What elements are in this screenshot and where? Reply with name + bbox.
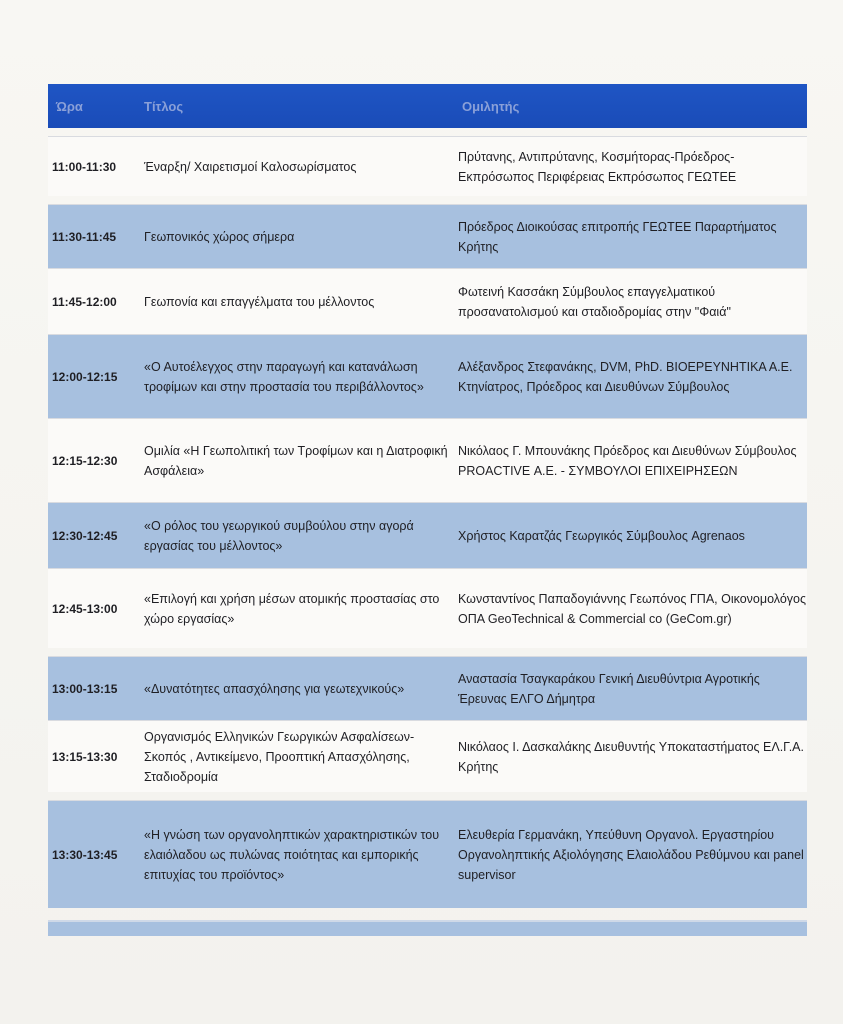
table-row [48, 204, 807, 268]
header-speaker: Ομιλητής [462, 98, 520, 114]
spacer [48, 196, 807, 204]
row-title: Οργανισμός Ελληνικών Γεωργικών Ασφαλίσεων- Σκοπός , Αντικείμενο, Προοπτική Απασχόλησης, Σταδιοδρομία [144, 729, 415, 784]
table-row [48, 418, 807, 502]
table-footer-bar [48, 920, 807, 936]
row-speaker: Πρύτανης, Αντιπρύτανης, Κοσμήτορας-Πρόεδρος- Εκπρόσωπος Περιφέρειας Εκπρόσωπος ΓΕΩΤΕΕ [458, 149, 737, 184]
row-speaker: Νικόλαος Ι. Δασκαλάκης Διευθυντής Υποκαταστήματος ΕΛ.Γ.Α. Κρήτης [458, 739, 804, 774]
row-title: «Ο Αυτοέλεγχος στην παραγωγή και κατανάλωση τροφίμων και στην προστασία του περιβάλλοντος» [144, 359, 424, 394]
table-row [48, 268, 807, 334]
table-row [48, 334, 807, 418]
row-speaker: Χρήστος Καρατζάς Γεωργικός Σύμβουλος Agrenaos [458, 528, 745, 543]
row-title: Έναρξη/ Χαιρετισμοί Καλοσωρίσματος [144, 159, 357, 174]
row-speaker: Αναστασία Τσαγκαράκου Γενική Διευθύντρια Αγροτικής Έρευνας ΕΛΓΟ Δήμητρα [458, 671, 760, 706]
spacer [48, 792, 807, 800]
row-time: 12:30-12:45 [52, 528, 118, 543]
row-time: 11:00-11:30 [52, 159, 117, 174]
table-row [48, 656, 807, 720]
row-time: 11:45-12:00 [52, 294, 117, 309]
row-time: 12:15-12:30 [52, 453, 118, 468]
row-title: «Δυνατότητες απασχόλησης για γεωτεχνικούς» [144, 681, 405, 696]
row-title: «Η γνώση των οργανοληπτικών χαρακτηριστικών του ελαιόλαδου ως πυλώνας ποιότητας και εμπορικής επιτυχίας του προϊόντος» [144, 827, 440, 882]
row-time: 13:15-13:30 [52, 749, 118, 764]
table-row [48, 720, 807, 792]
row-time: 13:00-13:15 [52, 681, 118, 696]
table-row [48, 136, 807, 196]
header-title: Τίτλος [144, 98, 184, 114]
row-title: «Επιλογή και χρήση μέσων ατομικής προστασίας στο χώρο εργασίας» [144, 591, 440, 626]
table-header [48, 84, 807, 128]
table-row [48, 502, 807, 568]
row-title: Ομιλία «Η Γεωπολιτική των Τροφίμων και η Διατροφική Ασφάλεια» [144, 443, 448, 478]
row-time: 12:00-12:15 [52, 369, 118, 384]
row-speaker: Φωτεινή Κασσάκη Σύμβουλος επαγγελματικού προσανατολισμού και σταδιοδρομίας στην "Φαιά" [458, 284, 731, 319]
row-time: 13:30-13:45 [52, 847, 118, 862]
row-speaker: Πρόεδρος Διοικούσας επιτροπής ΓΕΩΤΕΕ Παραρτήματος Κρήτης [458, 219, 777, 254]
row-speaker: Κωνσταντίνος Παπαδογιάννης Γεωπόνος ΓΠΑ, Οικονομολόγος ΟΠΑ GeoTechnical & Commercial co (GeCom.gr) [458, 591, 807, 626]
header-time: Ώρα [56, 98, 83, 114]
spacer [48, 128, 807, 136]
row-time: 11:30-11:45 [52, 229, 117, 244]
row-time: 12:45-13:00 [52, 601, 118, 616]
row-speaker: Ελευθερία Γερμανάκη, Υπεύθυνη Οργανολ. Εργαστηρίου Οργανοληπτικής Αξιολόγησης Ελαιολάδου Ρεθύμνου και panel supervisor [458, 827, 804, 882]
row-title: Γεωπονικός χώρος σήμερα [144, 229, 295, 244]
spacer [48, 648, 807, 656]
table-row [48, 800, 807, 908]
row-speaker: Αλέξανδρος Στεφανάκης, DVM, PhD. ΒΙΟΕΡΕΥΝΗΤΙΚΑ Α.Ε. Κτηνίατρος, Πρόεδρος και Διευθύνων Σύμβουλος [458, 359, 793, 394]
schedule-table [48, 84, 807, 908]
row-speaker: Νικόλαος Γ. Μπουνάκης Πρόεδρος και Διευθύνων Σύμβουλος PROACTIVE Α.Ε. - ΣΥΜΒΟΥΛΟΙ ΕΠΙΧΕΙΡΗΣΕΩΝ [458, 443, 797, 478]
row-title: Γεωπονία και επαγγέλματα του μέλλοντος [144, 294, 375, 309]
table-row [48, 568, 807, 648]
row-title: «Ο ρόλος του γεωργικού συμβούλου στην αγορά εργασίας του μέλλοντος» [144, 518, 414, 553]
